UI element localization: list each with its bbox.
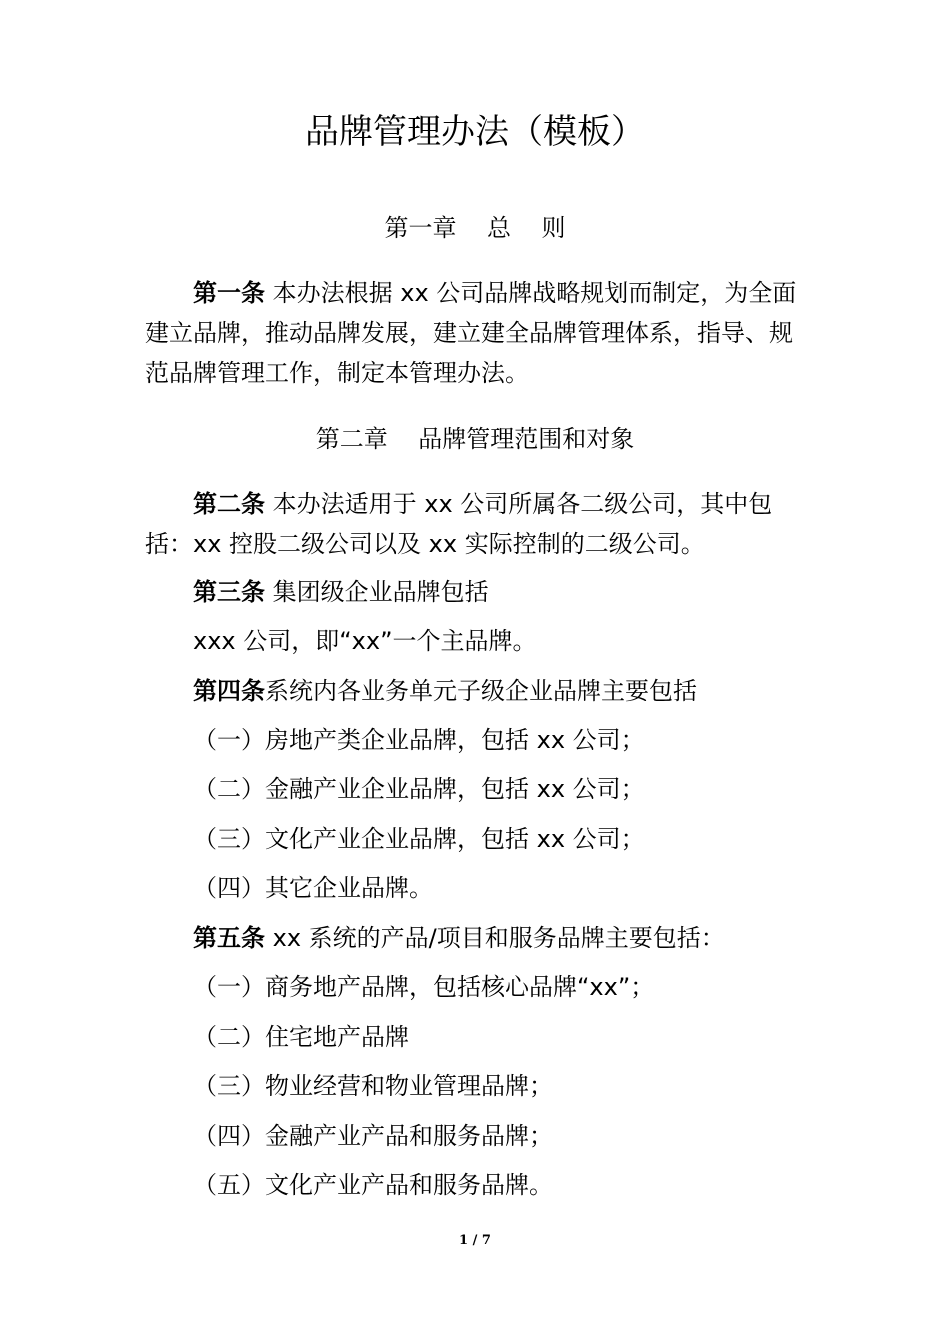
article-5-item-4: （四）金融产业产品和服务品牌；: [193, 1122, 553, 1150]
chapter-2-heading: 第二章 品牌管理范围和对象: [315, 425, 635, 453]
chapter-1-heading: 第一章 总 则: [384, 214, 566, 242]
article-5-text: xx 系统的产品/项目和服务品牌主要包括：: [265, 924, 725, 952]
article-5: [193, 921, 725, 955]
article-4-item-2: （二）金融产业企业品牌，包括 xx 公司；: [193, 775, 645, 803]
article-1-text: 本办法根据 xx 公司品牌战略规划而制定，为全面建立品牌，推动品牌发展，建立建全品牌管理体系，指导、规范品牌管理工作，制定本管理办法。: [145, 279, 797, 387]
article-1-label: 第一条: [193, 279, 265, 307]
article-3: [193, 575, 489, 609]
article-4-item-3: （三）文化产业企业品牌，包括 xx 公司；: [193, 825, 645, 853]
article-2-text: 本办法适用于 xx 公司所属各二级公司，其中包括：xx 控股二级公司以及 xx 实际控制的二级公司。: [145, 490, 773, 558]
document-title: 品牌管理办法（模板）: [305, 112, 645, 152]
article-3-text: 集团级企业品牌包括: [265, 578, 489, 606]
article-4-label: 第四条: [193, 677, 265, 705]
article-4: [193, 674, 697, 708]
article-5-item-3: （三）物业经营和物业管理品牌；: [193, 1072, 553, 1100]
article-5-item-2: （二）住宅地产品牌: [193, 1023, 409, 1051]
article-4-text: 系统内各业务单元子级企业品牌主要包括: [265, 677, 697, 705]
article-5-item-5: （五）文化产业产品和服务品牌。: [193, 1171, 553, 1199]
article-3-item: xxx 公司，即“xx”一个主品牌。: [193, 627, 537, 655]
article-3-label: 第三条: [193, 578, 265, 606]
article-1: [145, 273, 810, 393]
article-4-item-4: （四）其它企业品牌。: [193, 874, 433, 902]
article-5-label: 第五条: [193, 924, 265, 952]
article-2: [145, 484, 810, 564]
article-2-label: 第二条: [193, 490, 265, 518]
page-number: 1 / 7: [459, 1233, 491, 1248]
article-5-item-1: （一）商务地产品牌，包括核心品牌“xx”；: [193, 973, 655, 1001]
article-4-item-1: （一）房地产类企业品牌，包括 xx 公司；: [193, 726, 645, 754]
